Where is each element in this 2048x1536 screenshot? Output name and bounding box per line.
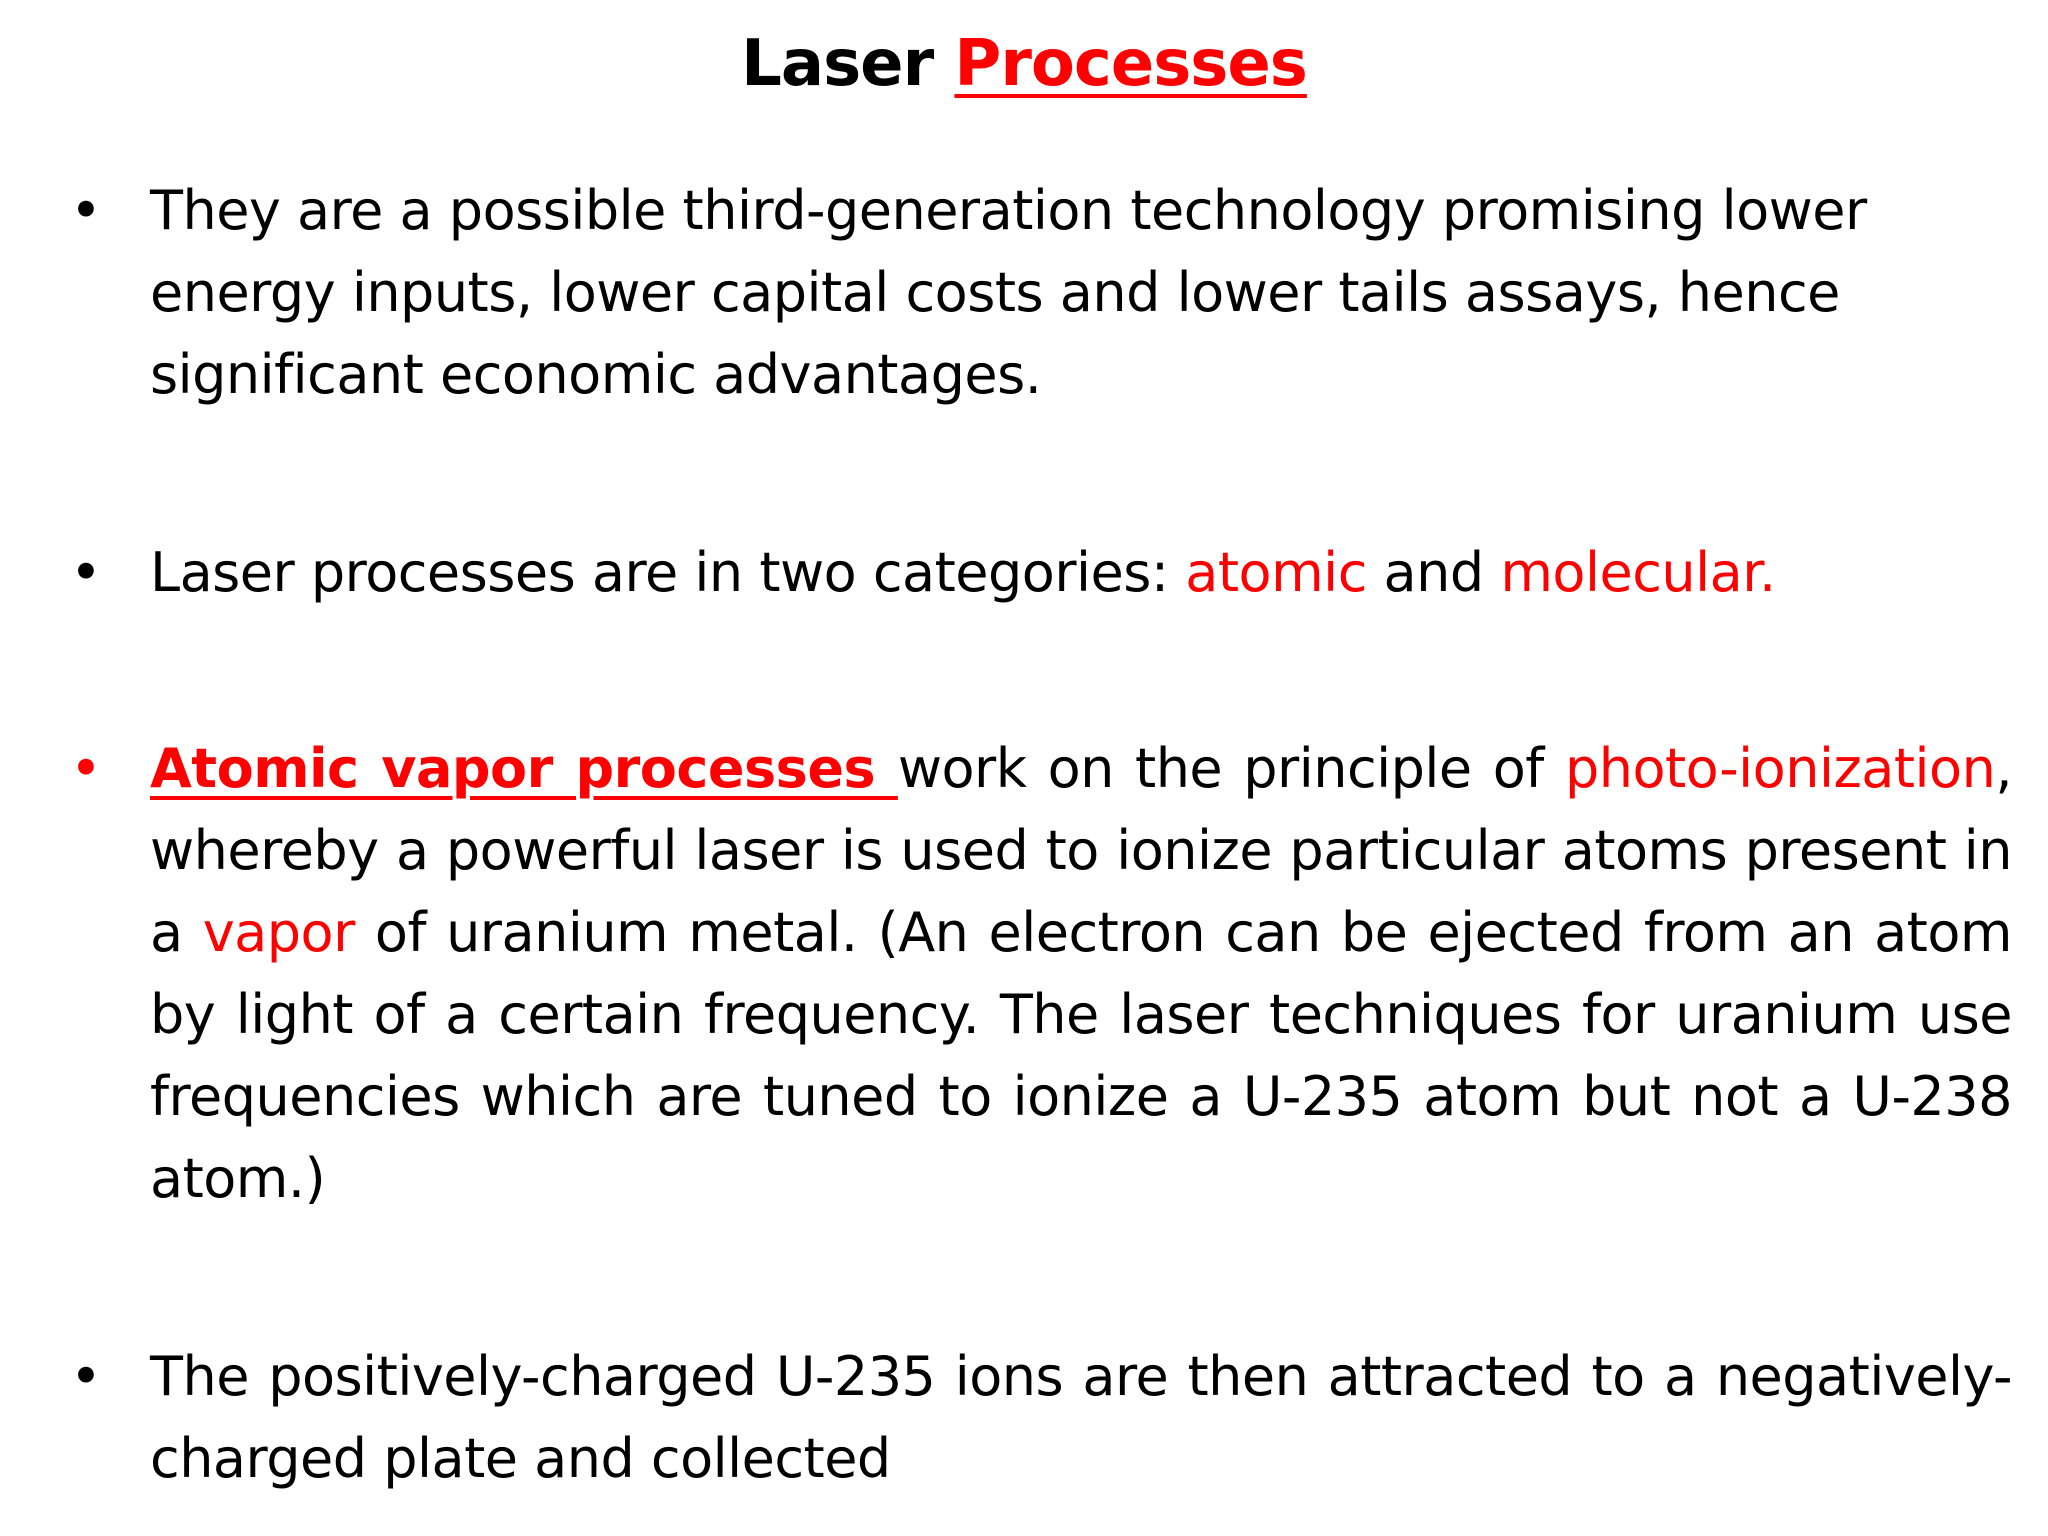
- bullet-2-atomic: atomic: [1185, 541, 1367, 604]
- bullet-1-text: They are a possible third-generation technology promising lower energy inputs, lower capital costs and lower tails assays, hence significant economic advantages.: [150, 179, 1867, 406]
- bullet-3-text-2: , whereby a powerful laser is used to ionize particular atoms present in a: [150, 737, 2012, 964]
- bullet-3-vapor: vapor: [202, 901, 355, 964]
- bullet-3-text-3: of uranium metal. (An electron can be ejected from an atom by light of a certain frequency. The laser techniques for uranium use frequencies which are tuned to ionize a U-235 atom but not a U-238 atom.): [150, 901, 2012, 1210]
- bullet-marker-3: •: [70, 737, 102, 800]
- bullet-text-2: [150, 532, 2012, 614]
- title-part-laser: Laser: [741, 27, 934, 101]
- bullet-marker-1: •: [70, 179, 102, 242]
- bullet-2-text-before: Laser processes are in two categories:: [150, 541, 1186, 604]
- title-part-processes: Processes: [954, 27, 1307, 101]
- bullet-text-4: [150, 1336, 2012, 1500]
- bullet-3-lead: Atomic vapor processes: [150, 737, 898, 800]
- bullet-text-3: [150, 728, 2012, 1220]
- bullet-3-text-1: work on the principle of: [897, 737, 1565, 800]
- bullet-3-photo-ionization: photo-ionization: [1564, 737, 1996, 800]
- bullet-4-text: The positively-charged U-235 ions are then attracted to a negatively-charged plate and collected: [150, 1345, 2012, 1490]
- bullet-marker-2: •: [70, 541, 102, 604]
- bullet-2-text-mid: and: [1366, 541, 1501, 604]
- bullet-marker-4: •: [70, 1345, 102, 1408]
- bullet-text-1: [150, 170, 2012, 416]
- bullet-2-molecular: molecular.: [1500, 541, 1776, 604]
